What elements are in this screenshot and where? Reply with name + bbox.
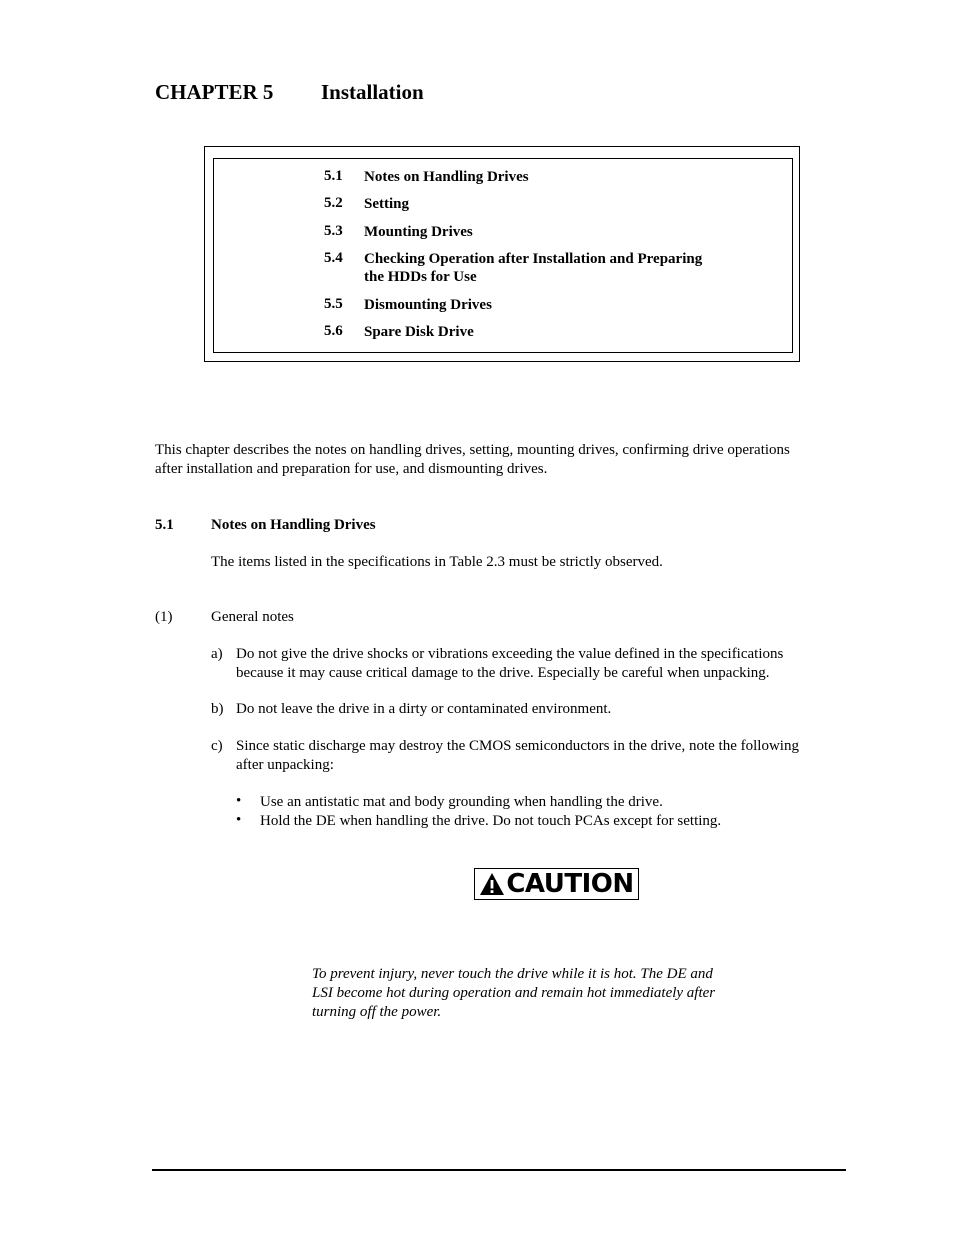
toc-item-title: Spare Disk Drive: [364, 324, 474, 340]
toc-item-number: 5.3: [324, 223, 343, 239]
caution-label: [474, 868, 639, 900]
list-item-marker: a): [211, 646, 223, 662]
chapter-number: CHAPTER 5: [155, 80, 274, 104]
list-item-line: Since static discharge may destroy the CMOS semiconductors in the drive, note the following: [236, 738, 799, 754]
list-item-marker: c): [211, 738, 223, 754]
bullet-text: Hold the DE when handling the drive. Do not touch PCAs except for setting.: [260, 813, 722, 829]
bullet-icon: •: [236, 812, 242, 828]
toc-item-number: 5.2: [324, 195, 343, 211]
intro-line: after installation and preparation for use, and dismounting drives.: [155, 461, 548, 477]
list-item-marker: b): [211, 701, 224, 717]
caution-text: CAUTION: [506, 869, 634, 899]
general-notes-title: General notes: [211, 609, 294, 625]
caution-note-line: LSI become hot during operation and remain hot immediately after: [312, 985, 716, 1001]
caution-note: [312, 965, 752, 1022]
list-item-text: Do not leave the drive in a dirty or contaminated environment.: [236, 701, 612, 717]
caution-note-line: To prevent injury, never touch the drive while it is hot. The DE and: [312, 966, 713, 982]
toc-item-title: Mounting Drives: [364, 224, 473, 240]
toc-item-title: Notes on Handling Drives: [364, 169, 529, 185]
bullet-icon: •: [236, 793, 242, 809]
toc-item-title: Dismounting Drives: [364, 297, 492, 313]
toc-item-title-line: the HDDs for Use: [364, 269, 477, 285]
list-item-line: because it may cause critical damage to the drive. Especially be careful when unpacking.: [236, 665, 770, 681]
list-item-line: after unpacking:: [236, 757, 334, 773]
toc-item-number: 5.1: [324, 168, 343, 184]
intro-line: This chapter describes the notes on handling drives, setting, mounting drives, confirming drive operations: [155, 442, 790, 458]
bullet-text: Use an antistatic mat and body grounding when handling the drive.: [260, 794, 663, 810]
intro-paragraph: [155, 441, 790, 479]
list-item-line: Do not give the drive shocks or vibrations exceeding the value defined in the specifications: [236, 646, 784, 662]
warning-triangle-icon: [479, 872, 505, 896]
section-number: 5.1: [155, 517, 174, 533]
toc-item-title: [364, 250, 702, 286]
caution-note-line: turning off the power.: [312, 1004, 442, 1020]
toc-item-title: Setting: [364, 196, 409, 212]
list-item-text: [236, 737, 799, 775]
footer-rule: [152, 1169, 846, 1171]
section-title: Notes on Handling Drives: [211, 517, 376, 533]
toc-item-number: 5.4: [324, 250, 343, 266]
list-marker: (1): [155, 609, 173, 625]
chapter-title: Installation: [321, 80, 424, 104]
list-item-text: [236, 645, 783, 683]
section-text: The items listed in the specifications in Table 2.3 must be strictly observed.: [211, 554, 663, 570]
toc-item-number: 5.5: [324, 296, 343, 312]
toc-item-number: 5.6: [324, 323, 343, 339]
toc-item-title-line: Checking Operation after Installation and Preparing: [364, 251, 703, 267]
